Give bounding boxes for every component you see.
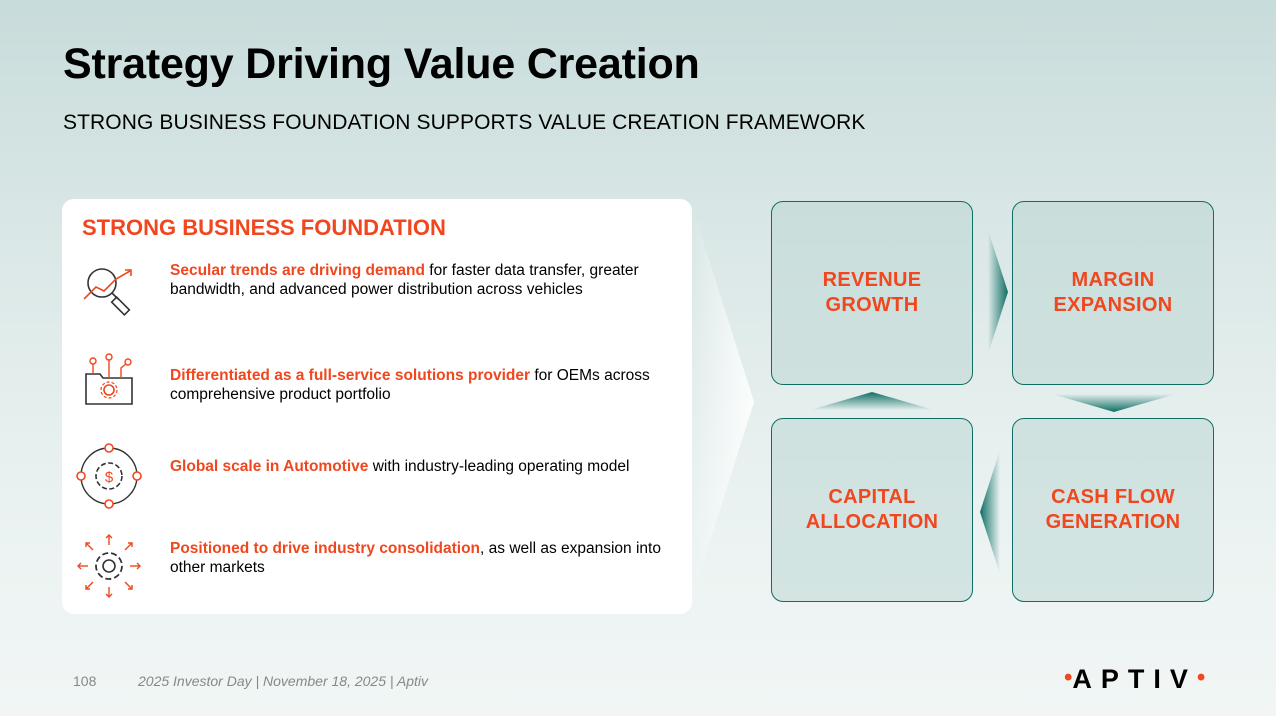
page-title: Strategy Driving Value Creation [63, 40, 700, 88]
margin-expansion-box: MARGIN EXPANSION [1012, 201, 1214, 385]
arrow-right-icon [986, 230, 1010, 354]
foundation-item [76, 443, 676, 513]
foundation-item-text: Secular trends are driving demand for faster data transfer, greater bandwidth, and advanced power distribution across vehicles [170, 262, 639, 298]
aptiv-logo: •APTIV• [1064, 664, 1206, 694]
svg-text:$: $ [104, 469, 114, 486]
cash-flow-generation-box: CASH FLOW GENERATION [1012, 418, 1214, 602]
arrow-up-icon [810, 390, 934, 412]
foundation-item [76, 352, 676, 422]
connector-chevron [692, 206, 756, 606]
magnifier-trend-icon [76, 261, 142, 327]
revenue-growth-box: REVENUE GROWTH [771, 201, 973, 385]
arrow-down-icon [1052, 392, 1176, 414]
capital-allocation-box: CAPITAL ALLOCATION [771, 418, 973, 602]
foundation-item-text: Differentiated as a full-service solutions provider for OEMs across comprehensive product portfolio [170, 367, 650, 403]
arrow-left-icon [978, 450, 1002, 574]
page-subtitle: STRONG BUSINESS FOUNDATION SUPPORTS VALUE CREATION FRAMEWORK [63, 111, 866, 134]
foundation-item [76, 261, 676, 331]
page-number: 108 [73, 673, 97, 689]
foundation-item [76, 533, 676, 603]
foundation-item-text: Positioned to drive industry consolidation, as well as expansion into other markets [170, 540, 661, 576]
circuit-folder-gear-icon [76, 352, 142, 418]
dollar-gear-cycle-icon [76, 443, 142, 509]
footer-text: 2025 Investor Day | November 18, 2025 | Aptiv [138, 673, 429, 689]
foundation-heading: STRONG BUSINESS FOUNDATION [82, 215, 446, 240]
foundation-card [62, 199, 692, 614]
gear-expand-icon [76, 533, 142, 599]
foundation-item-text: Global scale in Automotive with industry-leading operating model [170, 458, 630, 475]
